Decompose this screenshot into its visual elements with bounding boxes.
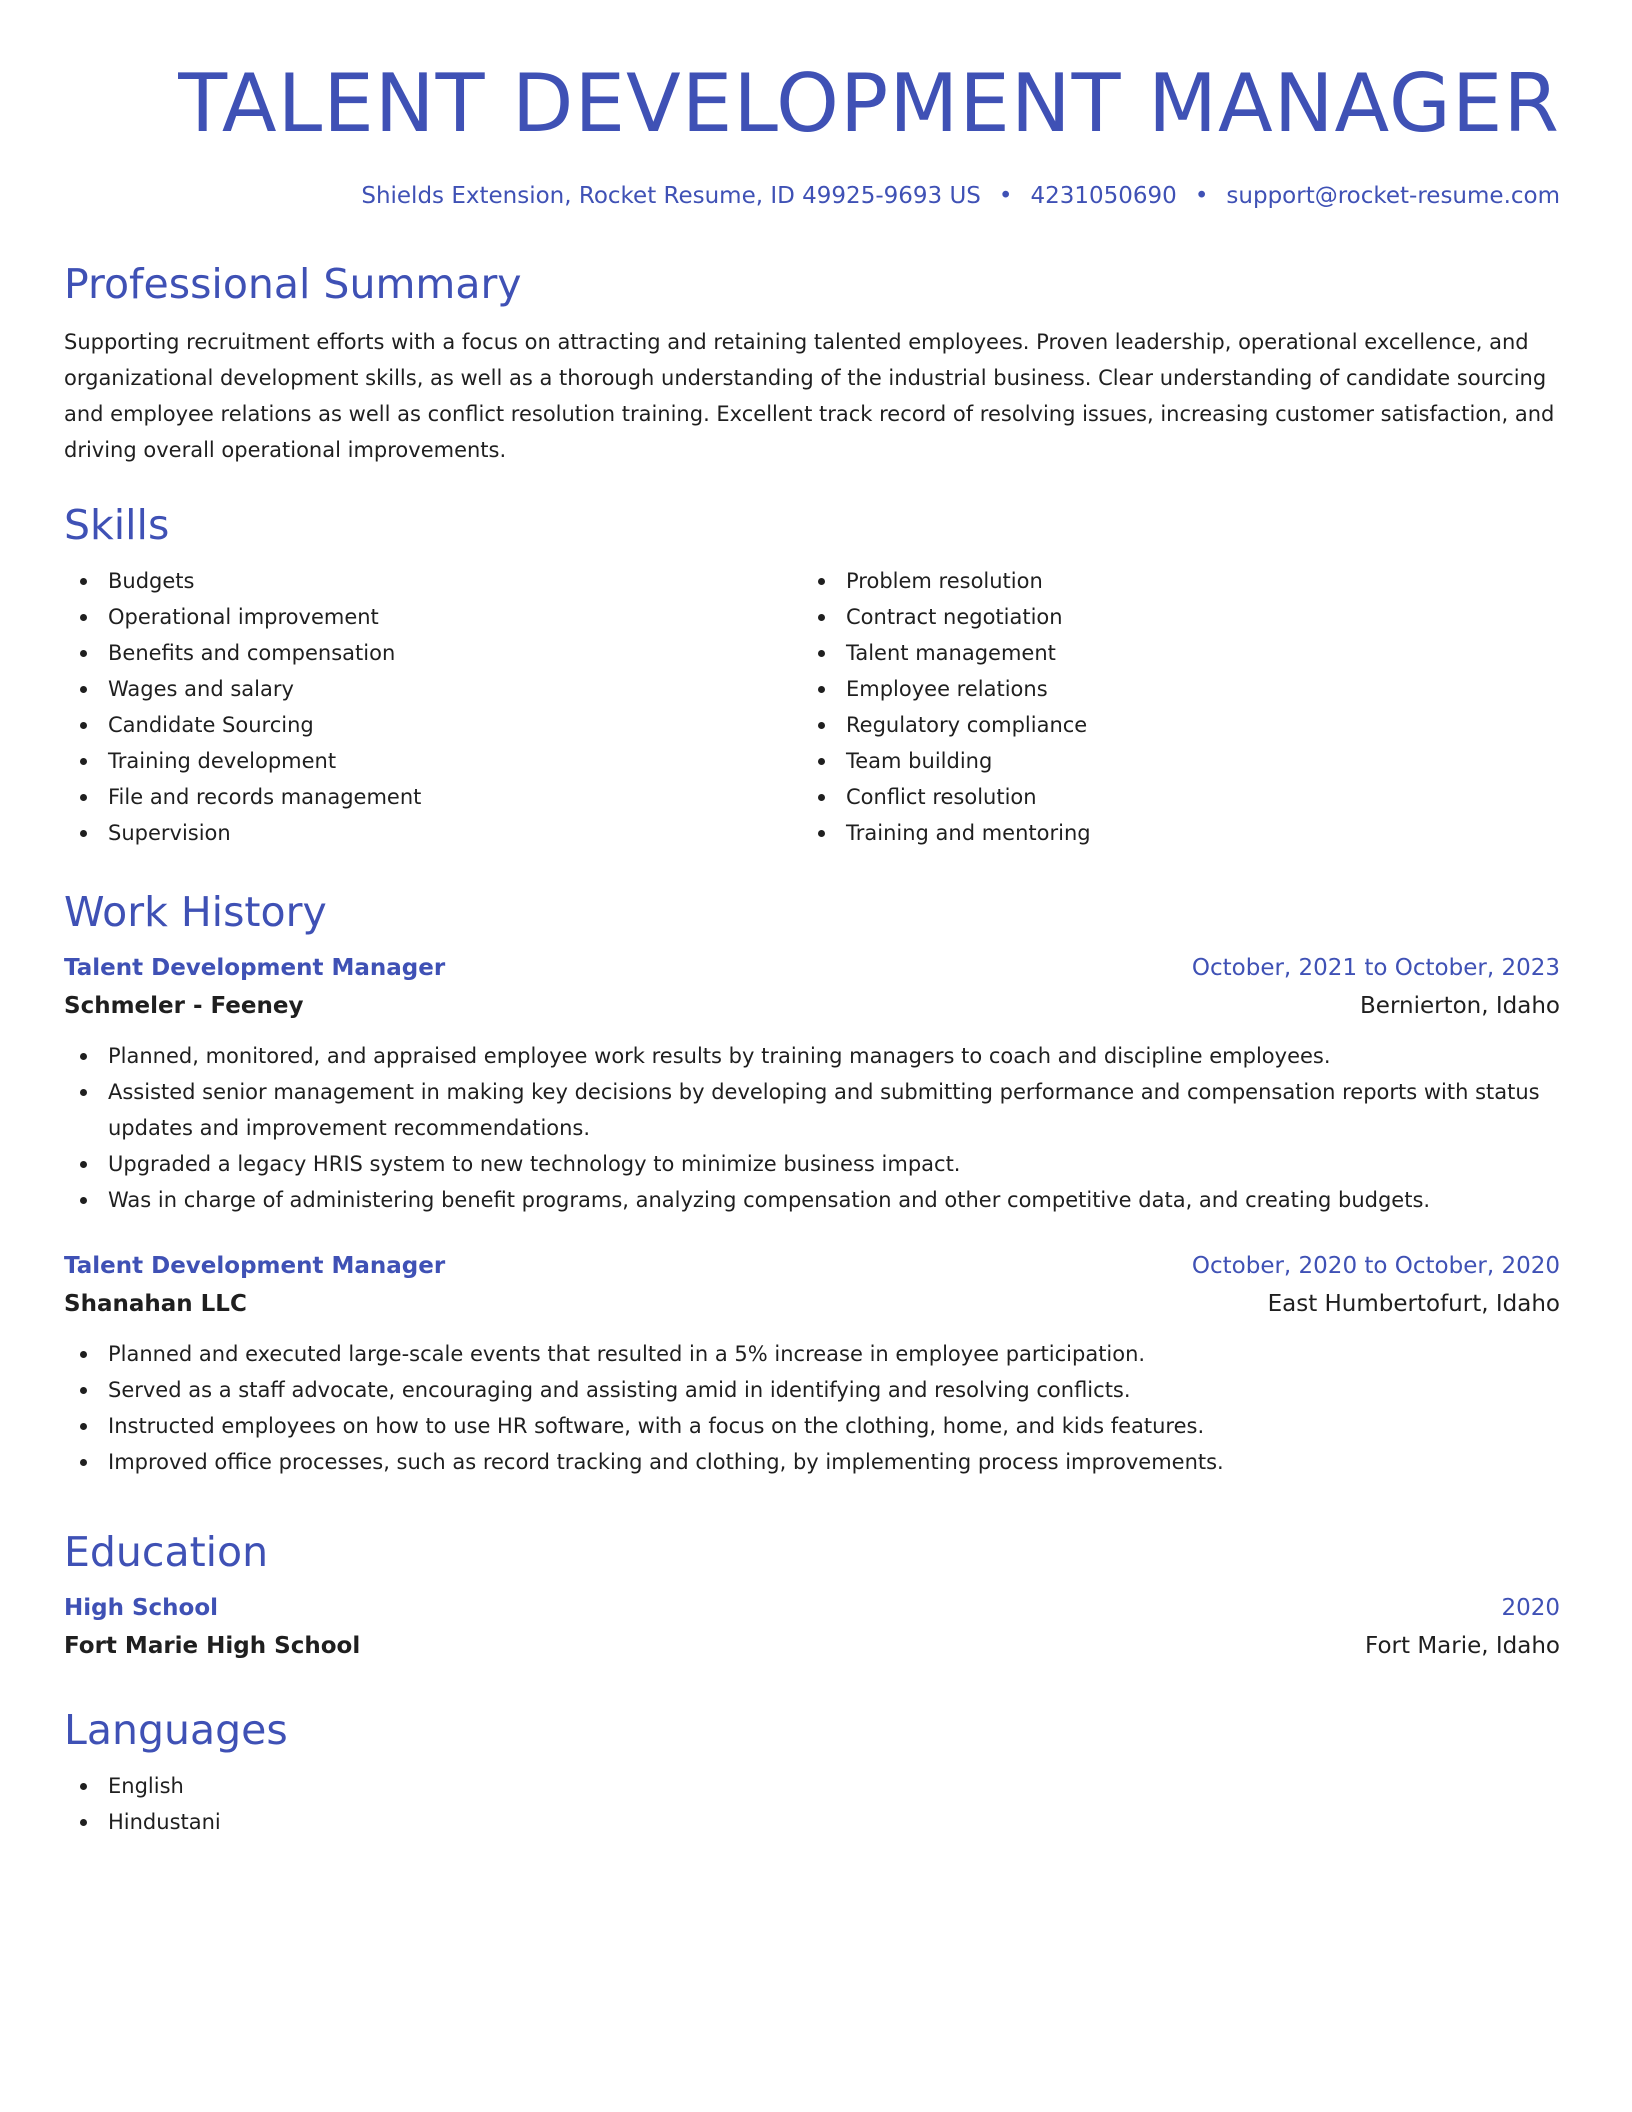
summary-text: Supporting recruitment efforts with a focus on attracting and retaining talented employees. Proven leadership, operational excellence, and organizational development skills, as well as a thorough understanding of the industrial business. Clear understanding of candidate sourcing and employee relations as well as conflict resolution training. Excellent track record of resolving issues, increasing customer satisfaction, and driving overall operational improvements. — [64, 330, 1555, 462]
skill-item: Team building — [802, 743, 1540, 779]
skill-item: Regulatory compliance — [802, 707, 1540, 743]
contact-phone: 4231050690 — [1030, 183, 1177, 209]
education-year: 2020 — [1501, 1595, 1560, 1621]
contact-separator: • — [1194, 183, 1209, 209]
job-title: Talent Development Manager — [64, 955, 446, 981]
contact-address: Shields Extension, Rocket Resume, ID 49925-9693 US — [361, 183, 981, 209]
summary-heading: Professional Summary — [64, 260, 522, 308]
summary-section — [64, 258, 1560, 468]
job-bullet: Planned and executed large-scale events that resulted in a 5% increase in employee participation. — [64, 1336, 1560, 1372]
skill-item: Talent management — [802, 635, 1540, 671]
job-bullet: Was in charge of administering benefit programs, analyzing compensation and other competitive data, and creating budgets. — [64, 1182, 1560, 1218]
job-company: Shanahan LLC — [64, 1291, 247, 1317]
skills-list-right — [802, 563, 1540, 851]
job-entry — [64, 950, 1560, 1218]
skill-item: Conflict resolution — [802, 779, 1540, 815]
skill-item: Training and mentoring — [802, 815, 1540, 851]
job-bullets — [64, 1336, 1560, 1480]
job-title: Talent Development Manager — [64, 1253, 446, 1279]
skills-heading: Skills — [64, 501, 170, 549]
skill-item: Training development — [64, 743, 802, 779]
skills-list-left — [64, 563, 802, 851]
skill-item: File and records management — [64, 779, 802, 815]
job-dates: October, 2021 to October, 2023 — [1191, 955, 1560, 981]
education-entry — [64, 1590, 1560, 1666]
skills-section — [64, 499, 1560, 851]
job-location: East Humbertofurt, Idaho — [1267, 1291, 1560, 1317]
skill-item: Supervision — [64, 815, 802, 851]
skill-item: Problem resolution — [802, 563, 1540, 599]
candidate-name: TALENT DEVELOPMENT MANAGER — [178, 57, 1560, 150]
skills-columns — [64, 563, 1560, 851]
skill-item: Candidate Sourcing — [64, 707, 802, 743]
job-bullet: Assisted senior management in making key decisions by developing and submitting performance and compensation reports with status updates and improvement recommendations. — [64, 1074, 1560, 1146]
resume-page — [64, 0, 1560, 1834]
job-dates: October, 2020 to October, 2020 — [1191, 1253, 1560, 1279]
work-history-section — [64, 886, 1560, 1480]
languages-list — [64, 1768, 1560, 1840]
job-bullet: Instructed employees on how to use HR software, with a focus on the clothing, home, and kids features. — [64, 1408, 1560, 1444]
job-entry — [64, 1248, 1560, 1480]
language-item: English — [64, 1768, 1560, 1804]
education-school: Fort Marie High School — [64, 1633, 361, 1659]
education-degree: High School — [64, 1595, 219, 1621]
job-company: Schmeler - Feeney — [64, 993, 304, 1019]
education-section — [64, 1526, 1560, 1666]
languages-heading: Languages — [64, 1706, 288, 1754]
work-history-heading: Work History — [64, 888, 327, 936]
job-bullet: Improved office processes, such as record tracking and clothing, by implementing process improvements. — [64, 1444, 1560, 1480]
contact-line — [361, 180, 1560, 212]
skill-item: Benefits and compensation — [64, 635, 802, 671]
skill-item: Wages and salary — [64, 671, 802, 707]
education-heading: Education — [64, 1528, 269, 1576]
job-location: Bernierton, Idaho — [1360, 993, 1560, 1019]
job-bullet: Served as a staff advocate, encouraging and assisting amid in identifying and resolving conflicts. — [64, 1372, 1560, 1408]
contact-email[interactable]: support@rocket-resume.com — [1226, 183, 1560, 209]
skill-item: Contract negotiation — [802, 599, 1540, 635]
contact-separator: • — [998, 183, 1013, 209]
languages-section — [64, 1704, 1560, 1840]
education-location: Fort Marie, Idaho — [1365, 1633, 1560, 1659]
job-bullets — [64, 1038, 1560, 1218]
job-bullet: Upgraded a legacy HRIS system to new technology to minimize business impact. — [64, 1146, 1560, 1182]
skill-item: Budgets — [64, 563, 802, 599]
language-item: Hindustani — [64, 1804, 1560, 1840]
skill-item: Operational improvement — [64, 599, 802, 635]
skill-item: Employee relations — [802, 671, 1540, 707]
job-bullet: Planned, monitored, and appraised employee work results by training managers to coach and discipline employees. — [64, 1038, 1560, 1074]
